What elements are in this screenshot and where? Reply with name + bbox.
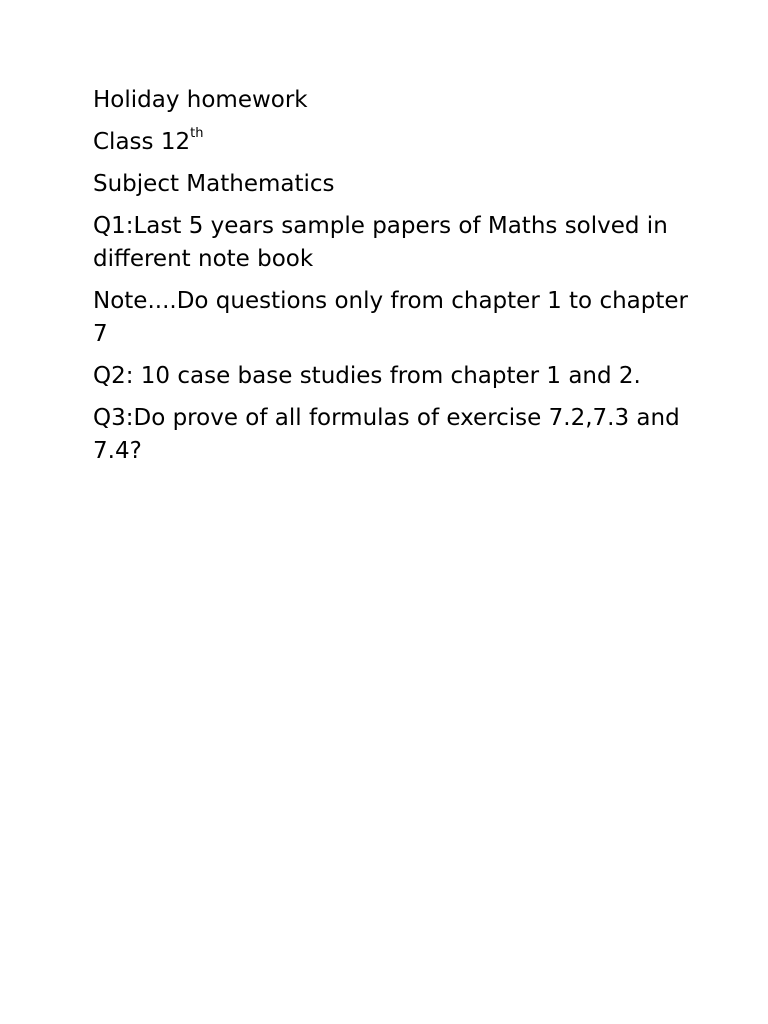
document-title: Holiday homework xyxy=(93,87,308,113)
class-line xyxy=(93,126,703,159)
question-1: Q1:Last 5 years sample papers of Maths solved in different note book xyxy=(93,213,668,272)
question-3: Q3:Do prove of all formulas of exercise 7.2,7.3 and 7.4? xyxy=(93,405,680,464)
document-page xyxy=(93,84,703,477)
class-suffix: th xyxy=(190,126,204,142)
class-label: Class 12 xyxy=(93,129,191,155)
note-line: Note....Do questions only from chapter 1 to chapter 7 xyxy=(93,288,688,347)
question-2: Q2: 10 case base studies from chapter 1 and 2. xyxy=(93,363,641,389)
subject-line: Subject Mathematics xyxy=(93,171,335,197)
